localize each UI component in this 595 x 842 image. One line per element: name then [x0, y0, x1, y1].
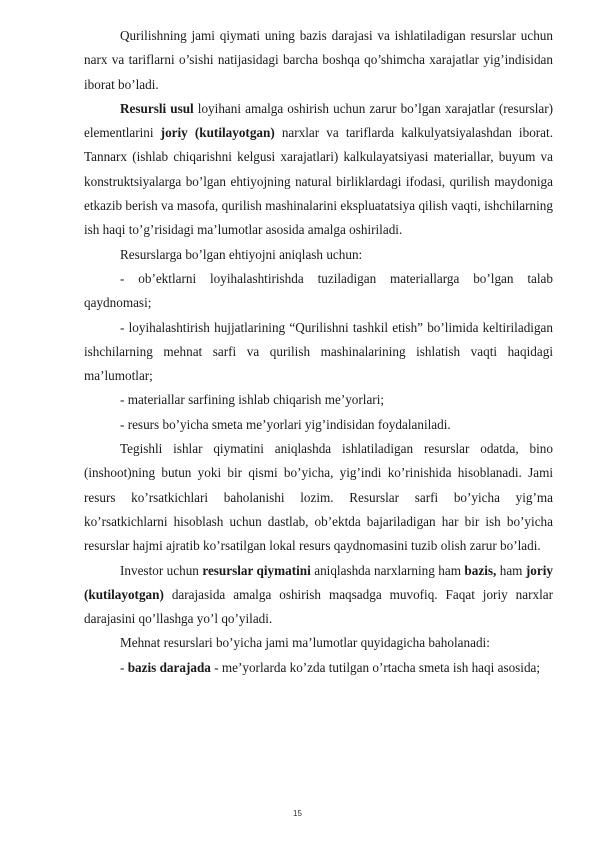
bold-term: bazis,: [464, 562, 497, 578]
text-run: Investor uchun: [120, 562, 203, 578]
text-run: - me’yorlarda ko’zda tutilgan o’rtacha smeta ish haqi asosida;: [210, 659, 541, 675]
text-run: ham: [496, 562, 526, 578]
text-run: - loyihalashtirish hujjatlarining “Qurilishni tashkil etish” bo’limida keltiriladigan ishchilarning mehnat sarfi va qurilish mashinalarining ishlatish vaqti haqidagi ma’lumotlar;: [84, 319, 553, 384]
text-run: darajasida amalga oshirish maqsadga muvofiq. Faqat joriy narxlar darajasini qo’llashga yo’l qo’yiladi.: [84, 586, 553, 627]
page-number: 15: [293, 809, 302, 818]
text-run: -: [120, 659, 128, 675]
paragraph-3: [84, 243, 553, 267]
list-item-3: [84, 388, 553, 412]
bold-term: joriy (kutilayotgan): [84, 562, 553, 602]
paragraph-2: [84, 97, 553, 243]
text-run: loyihani amalga oshirish uchun zarur bo’lgan xarajatlar (resurslar) elementlarini: [84, 100, 554, 141]
list-item-4: [84, 413, 553, 437]
bold-term: joriy (kutilayotgan): [160, 125, 275, 141]
document-body: [84, 24, 553, 680]
paragraph-4: [84, 437, 553, 558]
bold-term: bazis darajada: [127, 659, 211, 675]
list-item-5: [84, 656, 553, 680]
list-item-2: [84, 316, 553, 389]
list-item-1: [84, 267, 553, 316]
bold-term: Resursli usul: [120, 100, 194, 116]
text-run: Qurilishning jami qiymati uning bazis darajasi va ishlatiladigan resurslar uchun narx va tariflarni o’sishi natijasidagi barcha boshqa qo’shimcha xarajatlar yig’indisidan iborat bo’ladi.: [84, 28, 553, 92]
paragraph-6: [84, 631, 553, 655]
text-run: Resurslarga bo’lgan ehtiyojni aniqlash uchun:: [120, 246, 363, 262]
bold-term: resurslar qiymatini: [202, 562, 311, 578]
text-run: Tegishli ishlar qiymatini aniqlashda ishlatiladigan resurslar odatda, bino (inshoot)ning butun yoki bir qismi bo’yicha, yig’indi ko’rinishida hisoblanadi. Jami resurs ko’rsatkichlari baholanishi lozim. Resurslar sarfi bo’yicha yig’ma ko’rsatkichlarni hisoblash uchun dastlab, ob’ektda bajariladigan har bir ish bo’yicha resurslar hajmi ajratib ko’rsatilgan lokal resurs qaydnomasini tuzib olish zarur bo’ladi.: [84, 441, 553, 554]
paragraph-1: [84, 24, 553, 97]
text-run: - ob’ektlarni loyihalashtirishda tuziladigan materiallarga bo’lgan talab qaydnomasi;: [84, 270, 553, 311]
text-run: Mehnat resurslari bo’yicha jami ma’lumotlar quyidagicha baholanadi:: [120, 635, 490, 651]
text-run: - materiallar sarfining ishlab chiqarish me’yorlari;: [120, 392, 385, 408]
text-run: - resurs bo’yicha smeta me’yorlari yig’indisidan foydalaniladi.: [120, 416, 451, 432]
paragraph-5: [84, 559, 553, 632]
text-run: narxlar va tariflarda kalkulyatsiyalashdan iborat. Tannarx (ishlab chiqarishni kelgusi xarajatlari) kalkulayatsiyasi materiallar, buyum va konstruktsiyalarga bo’lgan ehtiyojning natural birliklardagi ifodasi, qurilish maydoniga etkazib berish va masofa, qurilish mashinalarini ekspluatatsiya qilish vaqti, ishchilarning ish haqi to’g’risidagi ma’lumotlar asosida amalga oshiriladi.: [84, 125, 553, 238]
text-run: aniqlashda narxlarning ham: [310, 562, 465, 578]
